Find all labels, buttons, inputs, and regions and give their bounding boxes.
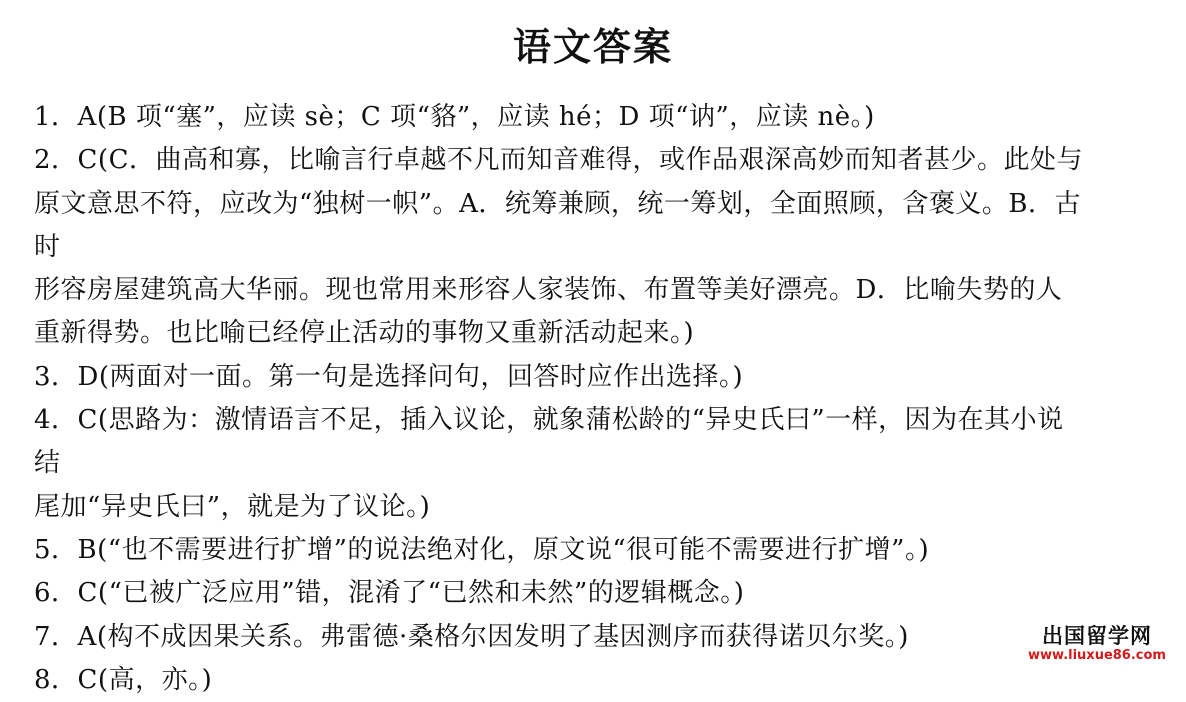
watermark-site-name: 出国留学网 xyxy=(1042,624,1152,648)
text-line: 3．D(两面对一面。第一句是选择问句，回答时应作出选择。) xyxy=(34,361,744,392)
text-line: 2．C(C．曲高和寡，比喻言行卓越不凡而知音难得，或作品艰深高妙而知者甚少。此处与 xyxy=(34,145,1083,176)
text-line: 7．A(构不成因果关系。弗雷德·桑格尔因发明了基因测序而获得诺贝尔奖。) xyxy=(34,621,909,652)
answer-text-block xyxy=(34,96,1179,702)
page-title: 语文答案 xyxy=(512,24,673,69)
text-line: 原文意思不符，应改为“独树一帜”。A．统筹兼顾，统一筹划，全面照顾，含褒义。B．古 xyxy=(34,188,1081,219)
text-line: 结 xyxy=(34,448,61,479)
text-line: 1．A(B 项“塞”，应读 sè；C 项“貉”，应读 hé；D 项“讷”，应读 nè。) xyxy=(34,102,875,132)
watermark-url: www.liuxue86.com xyxy=(1028,648,1166,663)
text-line: 5．B(“也不需要进行扩增”的说法绝对化，原文说“很可能不需要进行扩增”。) xyxy=(34,534,930,565)
site-watermark xyxy=(1022,624,1172,668)
text-line: 6．C(“已被广泛应用”错，混淆了“已然和未然”的逻辑概念。) xyxy=(34,578,745,609)
text-line: 重新得势。也比喻已经停止活动的事物又重新活动起来。) xyxy=(34,318,695,349)
text-line: 时 xyxy=(34,231,61,262)
text-line: 尾加“异史氏曰”，就是为了议论。) xyxy=(34,491,431,522)
text-line: 8．C(高，亦。) xyxy=(34,664,213,695)
text-line: 4．C(思路为：激情语言不足，插入议论，就象蒲松龄的“异史氏曰”一样，因为在其小说 xyxy=(34,405,1064,436)
text-line: 形容房屋建筑高大华丽。现也常用来形容人家装饰、布置等美好漂亮。D．比喻失势的人 xyxy=(34,275,1063,306)
